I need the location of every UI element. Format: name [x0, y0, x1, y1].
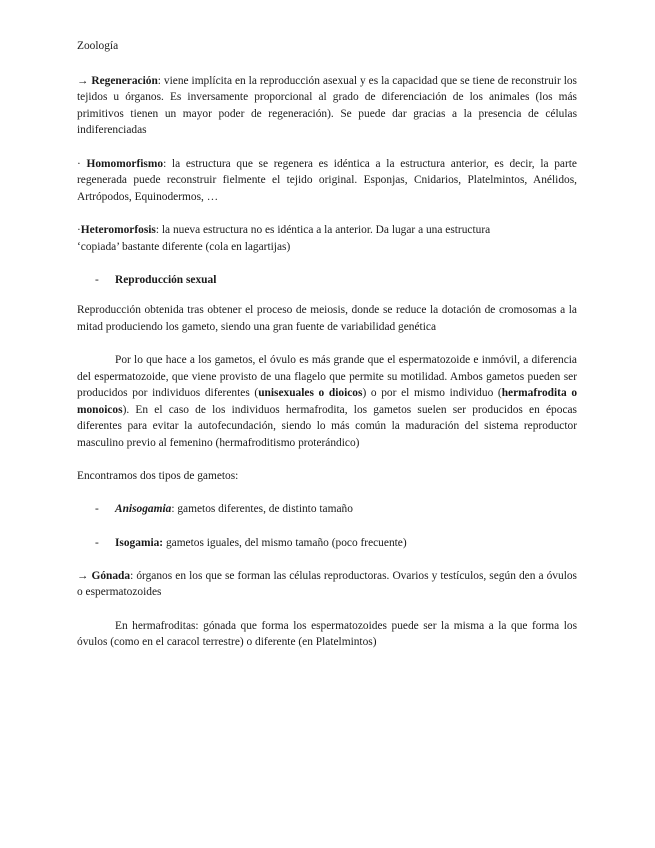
gametos-paragraph	[77, 352, 577, 452]
gametos-text-3: ). En el caso de los individuos hermafrodita, los gametos suelen ser producidos en épocas diferentes para evitar la autofecundación, siendo lo más común la maduración del sistema reproductor masculino previo al femenino (hermafroditismo proterándico)	[77, 403, 577, 450]
bullet-glyph: ·	[77, 157, 81, 170]
hermafroditas-paragraph: En hermafroditas: gónada que forma los espermatozoides puede ser la misma a la que forma los óvulos (como en el caracol terrestre) o diferente (en Platelmintos)	[77, 619, 577, 649]
regeneracion-term: Regeneración	[91, 74, 158, 87]
heteromorfosis-paragraph	[77, 222, 577, 255]
gonada-paragraph	[77, 568, 577, 601]
gametos-text-2: ) o por el mismo individuo (	[362, 387, 502, 400]
page-header: Zoología	[77, 40, 119, 52]
anisogamia-term: Anisogamia	[115, 503, 172, 516]
gonada-text: : órganos en los que se forman las células reproductoras. Ovarios y testículos, según den a óvulos o espermatozoides	[77, 569, 577, 599]
bullet-glyph: ·	[77, 223, 81, 236]
homomorfismo-paragraph	[77, 156, 577, 206]
reproduccion-intro-paragraph: Reproducción obtenida tras obtener el proceso de meiosis, donde se reduce la dotación de cromosomas a la mitad produciendo los gameto, siendo una gran fuente de variabilidad genética	[77, 304, 577, 333]
arrow-glyph: →	[77, 569, 89, 582]
document-page	[77, 38, 577, 667]
reproduccion-sexual-heading	[77, 272, 577, 289]
gametos-bold-1: unisexuales o dioicos	[258, 387, 363, 400]
list-dash: -	[95, 536, 99, 549]
list-dash: -	[95, 503, 99, 516]
homomorfismo-text: : la estructura que se regenera es idéntica a la estructura anterior, es decir, la parte regenerada puede reconstruir fielmente el tejido original. Esponjas, Cnidarios, Platelmintos, Anélidos, Artrópodos, Equinodermos, …	[77, 157, 577, 203]
regeneracion-text: : viene implícita en la reproducción asexual y es la capacidad que se tiene de reconstruir los tejidos u órganos. Es inversamente proporcional al grado de diferenciación de los animales (los más primitivos tienen un mayor poder de regeneración). Se puede dar gracias a la presencia de células indiferenciadas	[77, 74, 577, 137]
list-item-anisogamia	[77, 501, 577, 518]
reproduccion-sexual-title: Reproducción sexual	[115, 273, 217, 286]
gametos-bold-2: hermafrodita o monoicos	[77, 387, 578, 416]
gametos-text-1: Por lo que hace a los gametos, el óvulo es más grande que el espermatozoide e inmóvil, a diferencia del espermatozoide, que viene provisto de una flagelo que permite su motilidad. Ambos gametos pueden ser producidos por individuos diferentes (	[77, 354, 577, 400]
list-item-isogamia	[77, 535, 577, 552]
isogamia-term: Isogamia:	[115, 536, 164, 549]
heteromorfosis-text-line1: : la nueva estructura no es idéntica a la anterior. Da lugar a una estructura	[155, 223, 491, 236]
heteromorfosis-term: Heteromorfosis	[80, 223, 156, 236]
tipos-intro: Encontramos dos tipos de gametos:	[77, 470, 239, 483]
gonada-term: Gónada	[91, 569, 131, 582]
heteromorfosis-text-line2: ‘copiada’ bastante diferente (cola en lagartijas)	[77, 240, 291, 253]
regeneracion-paragraph	[77, 73, 577, 139]
isogamia-text: gametos iguales, del mismo tamaño (poco frecuente)	[163, 536, 407, 549]
anisogamia-text: : gametos diferentes, de distinto tamaño	[171, 503, 353, 516]
arrow-glyph: →	[77, 74, 89, 87]
list-dash: -	[95, 273, 99, 286]
homomorfismo-term: Homomorfismo	[86, 157, 164, 170]
